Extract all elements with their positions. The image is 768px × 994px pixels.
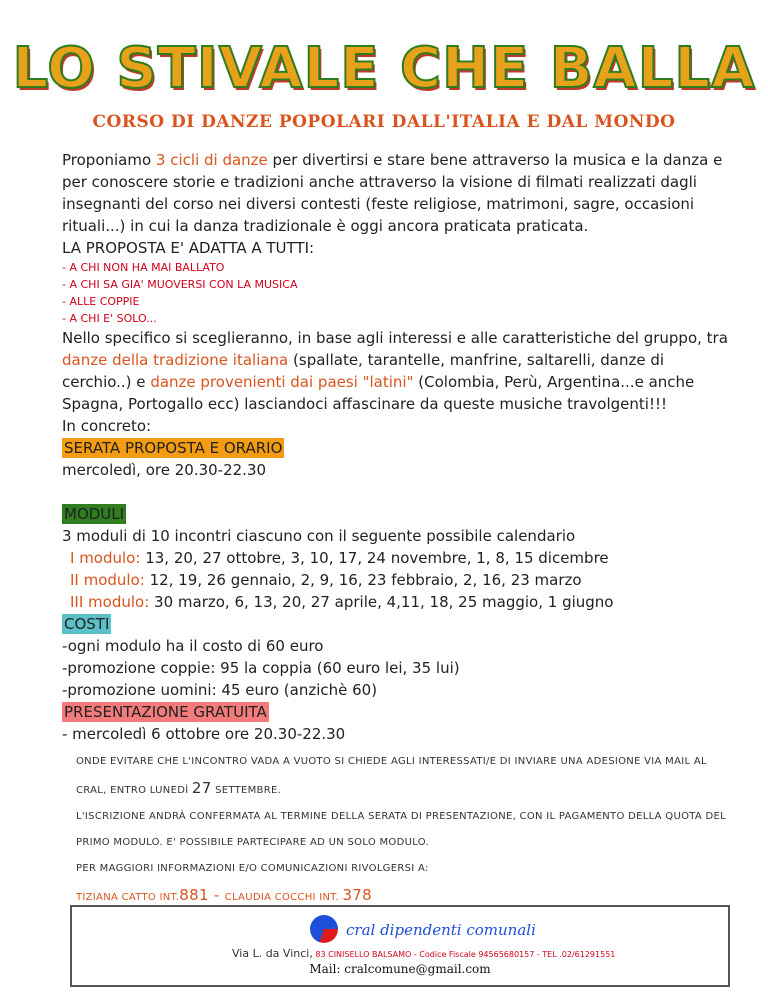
contact-name: TIZIANA CATTO INT. bbox=[76, 892, 180, 903]
street: Via L. da Vinci, bbox=[232, 947, 313, 960]
document-body bbox=[62, 149, 732, 911]
modules-label: MODULI bbox=[64, 505, 125, 523]
audience-item: - A CHI NON HA MAI BALLATO bbox=[62, 261, 225, 274]
schedule-value: mercoledì, ore 20.30-22.30 bbox=[62, 461, 267, 479]
org-mail[interactable]: Mail: cralcomune@gmail.com bbox=[309, 962, 491, 976]
org-address bbox=[232, 947, 615, 960]
presentation-note: PER MAGGIORI INFORMAZIONI E/O COMUNICAZIONI RIVOLGERSI A: bbox=[76, 863, 429, 874]
audience-item: - A CHI E' SOLO... bbox=[62, 312, 157, 325]
cost-item: -promozione uomini: 45 euro (anzichè 60) bbox=[62, 681, 378, 699]
note-text: SETTEMBRE. bbox=[211, 785, 282, 796]
address-details: 83 CINISELLO BALSAMO - Codice Fiscale 94565680157 - TEL .02/61291551 bbox=[312, 950, 616, 959]
cost-item: -promozione coppie: 95 la coppia (60 euro lei, 35 lui) bbox=[62, 659, 460, 677]
intro-text-rest: per divertirsi e stare bene attraverso la musica e la danza e per conoscere storie e tradizioni anche attraverso la visione di filmati realizzati dagli insegnanti del corso nei diversi contesti (feste religiose, matrimoni, sagre, occasioni rituali...) in cui la danza tradizionale è oggi ancora praticata praticata. bbox=[62, 151, 723, 235]
intro-text: Proponiamo bbox=[62, 151, 156, 169]
modules-intro: 3 moduli di 10 incontri ciascuno con il seguente possibile calendario bbox=[62, 527, 576, 545]
concrete-label: In concreto: bbox=[62, 417, 152, 435]
module-name: III modulo: bbox=[70, 593, 150, 611]
cral-logo-icon bbox=[310, 915, 338, 943]
contact-ext: 378 bbox=[342, 886, 372, 904]
presentation-note: L'ISCRIZIONE ANDRÀ CONFERMATA AL TERMINE DELLA SERATA DI PRESENTAZIONE, CON IL PAGAMENTO DELLA QUOTA DEL PRIMO MODULO. E' POSSIBILE PARTECIPARE AD UN SOLO MODULO. bbox=[76, 811, 727, 848]
details-highlight-latin: danze provenienti dai paesi "latini" bbox=[150, 373, 414, 391]
details-paragraph bbox=[62, 327, 732, 415]
costs-label: COSTI bbox=[64, 615, 110, 633]
module-row bbox=[62, 591, 732, 613]
org-name: cral dipendenti comunali bbox=[346, 921, 536, 939]
details-highlight-italian: danze della tradizione italiana bbox=[62, 351, 289, 369]
intro-paragraph bbox=[62, 149, 732, 237]
presentation-note bbox=[76, 749, 732, 804]
details-text: (Colombia, Perù, Argentina...e anche Spagna, Portogallo ecc) lasciandoci affascinare da queste musiche travolgenti!!! bbox=[62, 373, 695, 413]
module-dates: 13, 20, 27 ottobre, 3, 10, 17, 24 novembre, 1, 8, 15 dicembre bbox=[145, 549, 609, 567]
page-title: LO STIVALE CHE BALLA bbox=[12, 36, 756, 101]
presentation-notes bbox=[62, 749, 732, 911]
note-number: 27 bbox=[191, 779, 212, 797]
module-row bbox=[62, 569, 732, 591]
intro-highlight: 3 cicli di danze bbox=[155, 151, 268, 169]
schedule-label: SERATA PROPOSTA E ORARIO bbox=[64, 439, 283, 457]
module-dates: 30 marzo, 6, 13, 20, 27 aprile, 4,11, 18, 25 maggio, 1 giugno bbox=[154, 593, 614, 611]
presentation-label: PRESENTAZIONE GRATUITA bbox=[64, 703, 267, 721]
contact-separator: - bbox=[208, 886, 225, 904]
spacer bbox=[62, 481, 732, 503]
audience-item: - ALLE COPPIE bbox=[62, 295, 140, 308]
module-row bbox=[62, 547, 732, 569]
note-text: ONDE EVITARE CHE L'INCONTRO VADA A VUOTO SI CHIEDE AGLI INTERESSATI/E DI INVIARE UNA ADESIONE VIA MAIL AL CRAL, ENTRO LUNEDÌ bbox=[76, 756, 707, 796]
audience-heading: LA PROPOSTA E' ADATTA A TUTTI: bbox=[62, 239, 315, 257]
cost-item: -ogni modulo ha il costo di 60 euro bbox=[62, 637, 324, 655]
module-dates: 12, 19, 26 gennaio, 2, 9, 16, 23 febbraio, 2, 16, 23 marzo bbox=[149, 571, 582, 589]
details-text: (spallate, tarantelle, manfrine, saltarelli, danze di cerchio..) e bbox=[62, 351, 665, 391]
contact-ext: 881 bbox=[179, 886, 209, 904]
presentation-date: - mercoledì 6 ottobre ore 20.30-22.30 bbox=[62, 725, 346, 743]
page-subtitle: CORSO DI DANZE POPOLARI DALL'ITALIA E DAL MONDO bbox=[92, 112, 676, 132]
module-name: I modulo: bbox=[70, 549, 141, 567]
footer-box bbox=[70, 905, 730, 987]
contact-name: CLAUDIA COCCHI INT. bbox=[224, 892, 343, 903]
module-name: II modulo: bbox=[70, 571, 145, 589]
details-text: Nello specifico si sceglieranno, in base agli interessi e alle caratteristiche del gruppo, tra bbox=[62, 329, 728, 347]
audience-item: - A CHI SA GIA' MUOVERSI CON LA MUSICA bbox=[62, 278, 298, 291]
